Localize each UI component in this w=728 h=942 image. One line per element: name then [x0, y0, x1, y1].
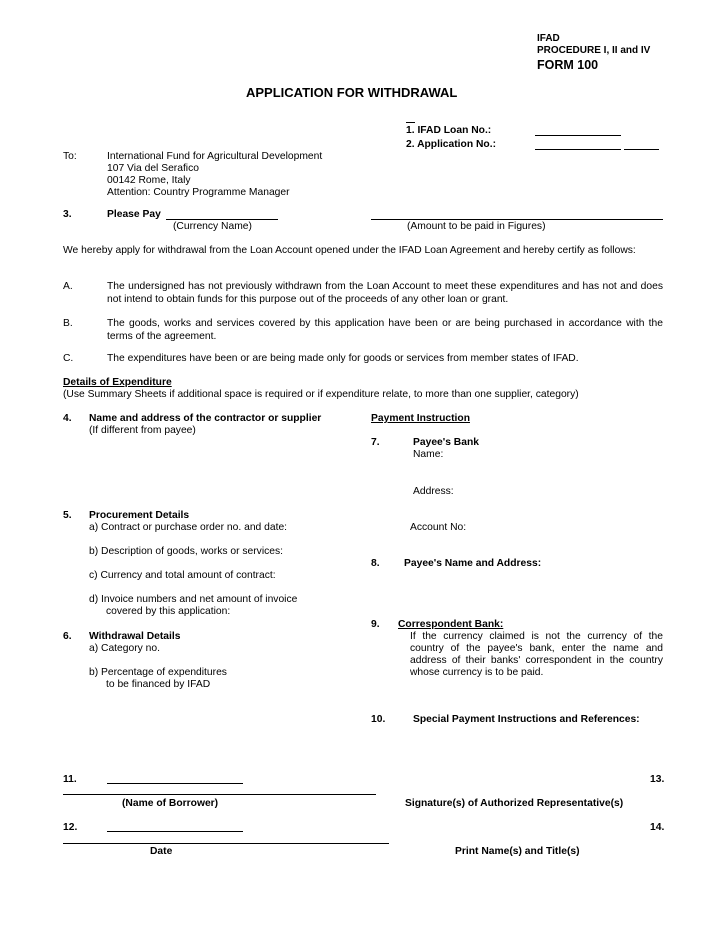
date-caption: Date [150, 846, 173, 857]
section-6-number: 6. [63, 631, 72, 642]
description-label: b) Description of goods, works or services: [89, 546, 283, 557]
section-3-number: 3. [63, 209, 72, 220]
bank-address-label: Address: [413, 486, 454, 497]
section-6-title: Withdrawal Details [89, 631, 181, 642]
percentage-label-cont: to be financed by IFAD [106, 679, 211, 690]
loan-no-field[interactable] [535, 135, 621, 136]
section-7-number: 7. [371, 437, 380, 448]
amount-field[interactable] [371, 219, 663, 220]
intro-paragraph: We hereby apply for withdrawal from the Loan Account opened under the IFAD Loan Agreement and hereby certify as follows: [63, 245, 636, 256]
loan-no-label: 1. IFAD Loan No.: [406, 125, 492, 136]
application-no-label: 2. Application No.: [406, 139, 497, 150]
correspondent-bank-text: If the currency claimed is not the currency of the country of the payee's bank, enter the name and address of their banks' correspondent in the country whose currency is to be paid. [410, 631, 663, 678]
percentage-label: b) Percentage of expenditures [89, 667, 227, 678]
section-10-number: 10. [371, 714, 386, 725]
address-line: Attention: Country Programme Manager [107, 187, 290, 198]
cert-c-label: C. [63, 353, 74, 364]
section-5-number: 5. [63, 510, 72, 521]
address-line: 107 Via del Serafico [107, 163, 199, 174]
print-name-caption: Print Name(s) and Title(s) [455, 846, 580, 857]
please-pay-label: Please Pay [107, 209, 161, 220]
currency-caption: (Currency Name) [173, 221, 252, 232]
procedure-label: PROCEDURE I, II and IV [537, 45, 651, 56]
section-8-title: Payee's Name and Address: [404, 558, 542, 569]
section-9-title: Correspondent Bank: [398, 619, 504, 630]
category-label: a) Category no. [89, 643, 160, 654]
invoice-label: d) Invoice numbers and net amount of invoice [89, 594, 298, 605]
cert-c-text: The expenditures have been or are being made only for goods or services from member states of IFAD. [107, 353, 579, 364]
amount-caption: (Amount to be paid in Figures) [407, 221, 546, 232]
section-8-number: 8. [371, 558, 380, 569]
form-number: FORM 100 [537, 58, 599, 72]
currency-total-label: c) Currency and total amount of contract: [89, 570, 276, 581]
bank-name-label: Name: [413, 449, 444, 460]
section-7-title: Payee's Bank [413, 437, 479, 448]
cert-b-label: B. [63, 318, 73, 329]
cert-a-text: The undersigned has not previously withdrawn from the Loan Account to meet these expenditures and has not and does not intend to obtain funds for this purpose out of the proceeds of any other loan or grant. [107, 281, 663, 305]
cert-b-text: The goods, works and services covered by this application have been or are being purchased in accordance with the terms of the agreement. [107, 318, 663, 342]
section-13-number: 13. [650, 774, 665, 785]
section-5-title: Procurement Details [89, 510, 190, 521]
section-9-number: 9. [371, 619, 380, 630]
details-heading: Details of Expenditure [63, 377, 172, 388]
section-11-number: 11. [63, 774, 77, 785]
signature-divider [63, 794, 376, 795]
section-4-number: 4. [63, 413, 72, 424]
section-4-subtitle: (If different from payee) [89, 425, 196, 436]
cert-a-label: A. [63, 281, 73, 292]
small-rule [406, 122, 415, 123]
address-line: 00142 Rome, Italy [107, 175, 191, 186]
currency-name-field[interactable] [166, 219, 278, 220]
contract-no-label: a) Contract or purchase order no. and date: [89, 522, 288, 533]
borrower-caption: (Name of Borrower) [122, 798, 219, 809]
section-14-number: 14. [650, 822, 665, 833]
section-4-title: Name and address of the contractor or supplier [89, 413, 322, 424]
application-no-field-extra[interactable] [624, 149, 659, 150]
page-title: APPLICATION FOR WITHDRAWAL [246, 85, 458, 100]
details-note: (Use Summary Sheets if additional space is required or if expenditure relate, to more than one supplier, category) [63, 389, 579, 400]
borrower-field[interactable] [107, 783, 243, 784]
authorized-signature-caption: Signature(s) of Authorized Representative(s) [405, 798, 624, 809]
address-line: International Fund for Agricultural Development [107, 151, 323, 162]
date-field[interactable] [107, 831, 243, 832]
section-12-number: 12. [63, 822, 78, 833]
invoice-label-cont: covered by this application: [106, 606, 231, 617]
account-no-label: Account No: [410, 522, 467, 533]
org-label: IFAD [537, 33, 560, 44]
to-label: To: [63, 151, 77, 162]
section-10-title: Special Payment Instructions and References: [413, 714, 640, 725]
application-no-field[interactable] [535, 149, 621, 150]
payment-instruction-heading: Payment Instruction [371, 413, 470, 424]
date-divider [63, 843, 389, 844]
